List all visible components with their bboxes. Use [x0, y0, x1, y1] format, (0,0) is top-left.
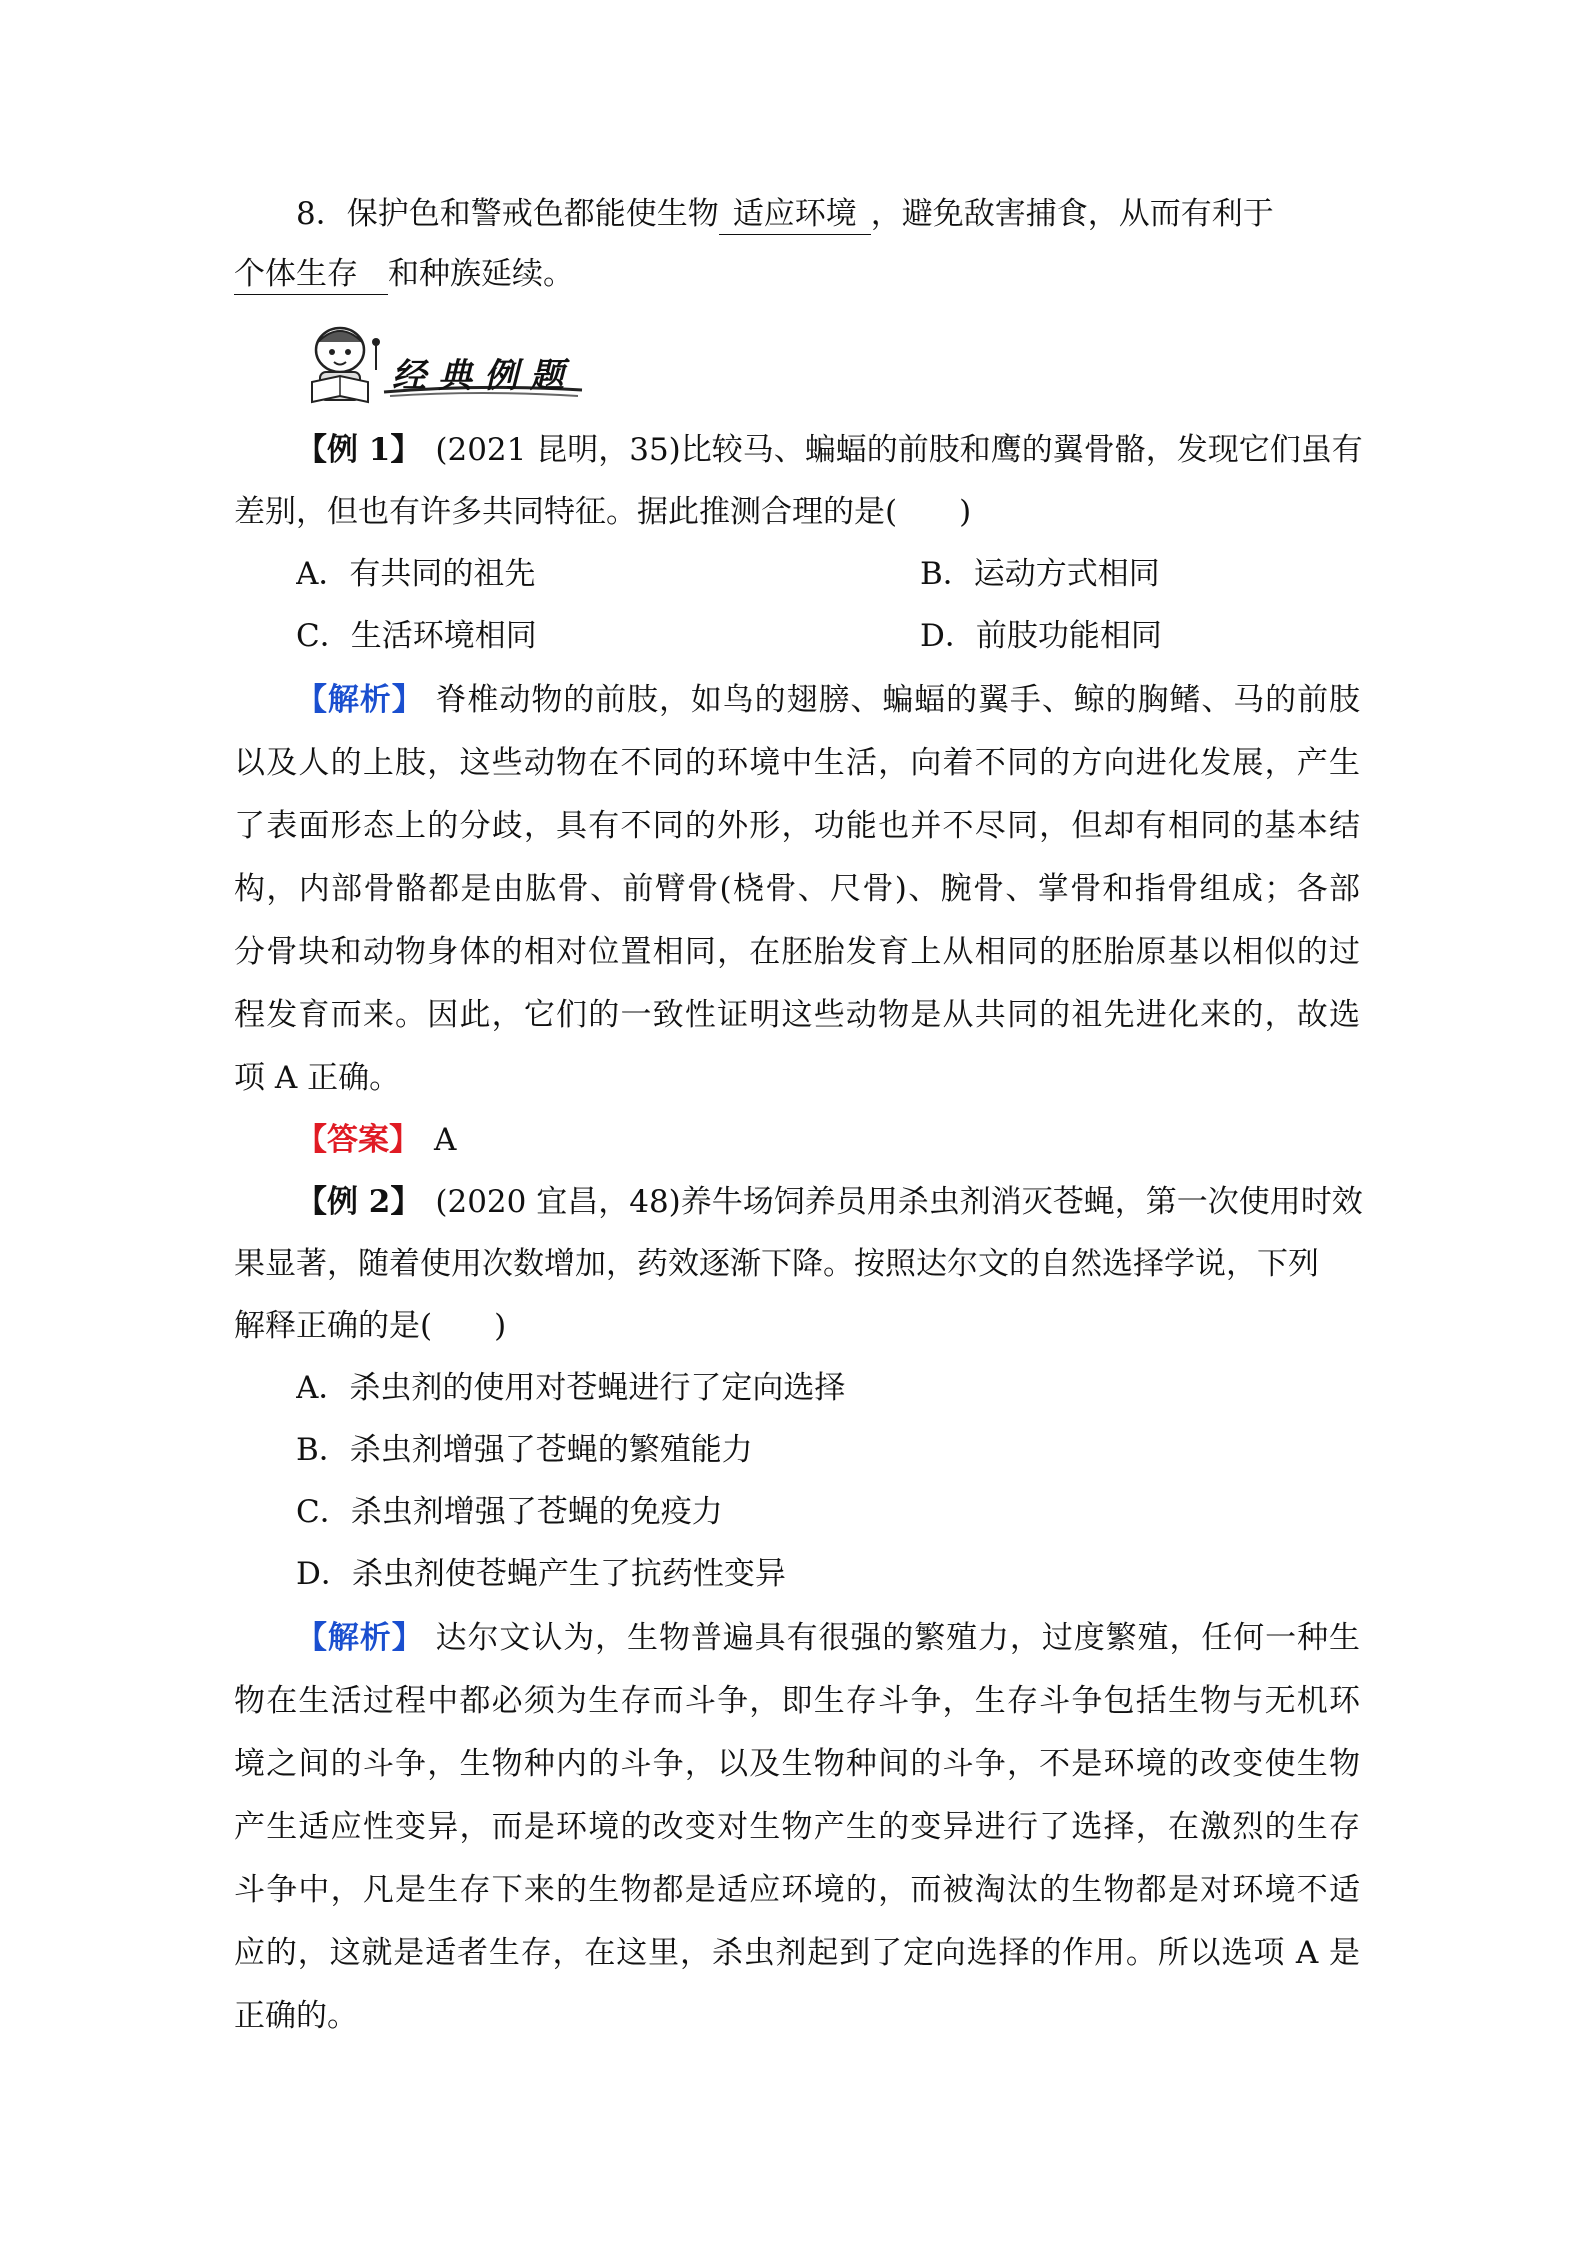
ex2-option-a: A．杀虫剂的使用对苍蝇进行了定向选择 [296, 1370, 846, 1406]
q8-prefix: 8．保护色和警戒色都能使生物 [296, 196, 719, 232]
ex2-analysis-line3: 境之间的斗争，生物种内的斗争，以及生物种间的斗争，不是环境的改变使生物 [234, 1746, 1360, 1782]
ex1-answer-line [296, 1118, 1422, 1162]
ex2-analysis-line1 [296, 1616, 1360, 1660]
ex1-options-row1 [296, 552, 1422, 596]
ex1-analysis-line3: 了表面形态上的分歧，具有不同的外形，功能也并不尽同，但却有相同的基本结 [234, 808, 1360, 844]
ex1-answer: A [434, 1122, 457, 1158]
ex1-stem-line1 [296, 428, 1422, 472]
ex1-option-d: D．前肢功能相同 [920, 618, 1162, 654]
ex1-stem-1: (2021 昆明，35)比较马、蝙蝠的前肢和鹰的翼骨骼，发现它们虽有 [435, 432, 1363, 468]
ex2-stem-1: (2020 宜昌，48)养牛场饲养员用杀虫剂消灭苍蝇，第一次使用时效 [435, 1184, 1363, 1220]
ex1-options-row2 [296, 614, 1422, 658]
ex2-analysis-1: 达尔文认为，生物普遍具有很强的繁殖力，过度繁殖，任何一种生 [435, 1620, 1360, 1656]
section-title: 经典例题 [392, 356, 576, 396]
ex1-answer-tag: 【答案】 [296, 1122, 420, 1158]
ex2-analysis-tag: 【解析】 [296, 1620, 424, 1656]
ex1-tag: 【例 1】 [296, 432, 422, 468]
q8-suffix: 和种族延续。 [388, 256, 574, 292]
ex1-analysis-line6: 程发育而来。因此，它们的一致性证明这些动物是从共同的祖先进化来的，故选 [234, 997, 1360, 1033]
ex2-analysis-line5: 斗争中，凡是生存下来的生物都是适应环境的，而被淘汰的生物都是对环境不适 [234, 1872, 1360, 1908]
ex2-tag: 【例 2】 [296, 1184, 422, 1220]
ex1-analysis-line1 [296, 678, 1360, 722]
ex2-analysis-line2: 物在生活过程中都必须为生存而斗争，即生存斗争，生存斗争包括生物与无机环 [234, 1683, 1360, 1719]
ex1-stem-2: 差别，但也有许多共同特征。据此推测合理的是( ) [234, 494, 972, 530]
ex2-analysis-line6: 应的，这就是适者生存，在这里，杀虫剂起到了定向选择的作用。所以选项 A 是 [234, 1935, 1360, 1971]
ex1-analysis-line2: 以及人的上肢，这些动物在不同的环境中生活，向着不同的方向进化发展，产生 [234, 745, 1360, 781]
ex2-option-d: D．杀虫剂使苍蝇产生了抗药性变异 [296, 1556, 786, 1592]
ex1-stem-line2 [234, 490, 1360, 534]
q8-blank1-answer: 适应环境 [719, 194, 871, 235]
q8-blank2-answer: 个体生存 [234, 254, 388, 295]
ex2-stem-line1 [296, 1180, 1422, 1224]
ex1-analysis-line7: 项 A 正确。 [234, 1060, 401, 1096]
ex2-stem-line2: 果显著，随着使用次数增加，药效逐渐下降。按照达尔文的自然选择学说，下列 [234, 1246, 1319, 1282]
q8-middle: ，避免敌害捕食，从而有利于 [870, 196, 1274, 232]
ex1-analysis-line4: 构，内部骨骼都是由肱骨、前臂骨(桡骨、尺骨)、腕骨、掌骨和指骨组成；各部 [234, 871, 1360, 907]
ex2-stem-line3: 解释正确的是( ) [234, 1308, 507, 1344]
ex2-option-c: C．杀虫剂增强了苍蝇的免疫力 [296, 1494, 723, 1530]
ex1-option-c: C．生活环境相同 [296, 618, 537, 654]
ex2-analysis-line4: 产生适应性变异，而是环境的改变对生物产生的变异进行了选择，在激烈的生存 [234, 1809, 1360, 1845]
ex1-analysis-line5: 分骨块和动物身体的相对位置相同，在胚胎发育上从相同的胚胎原基以相似的过 [234, 934, 1360, 970]
ex2-analysis-line7: 正确的。 [234, 1998, 358, 2034]
q8-line1 [296, 192, 1422, 236]
section-banner [292, 312, 592, 412]
q8-line2 [234, 252, 1360, 296]
ex1-analysis-1: 脊椎动物的前肢，如鸟的翅膀、蝙蝠的翼手、鲸的胸鳍、马的前肢 [435, 682, 1360, 718]
ex1-option-b: B．运动方式相同 [920, 556, 1160, 592]
ex1-option-a: A．有共同的祖先 [296, 556, 536, 592]
ex2-option-b: B．杀虫剂增强了苍蝇的繁殖能力 [296, 1432, 753, 1468]
ex1-analysis-tag: 【解析】 [296, 682, 424, 718]
